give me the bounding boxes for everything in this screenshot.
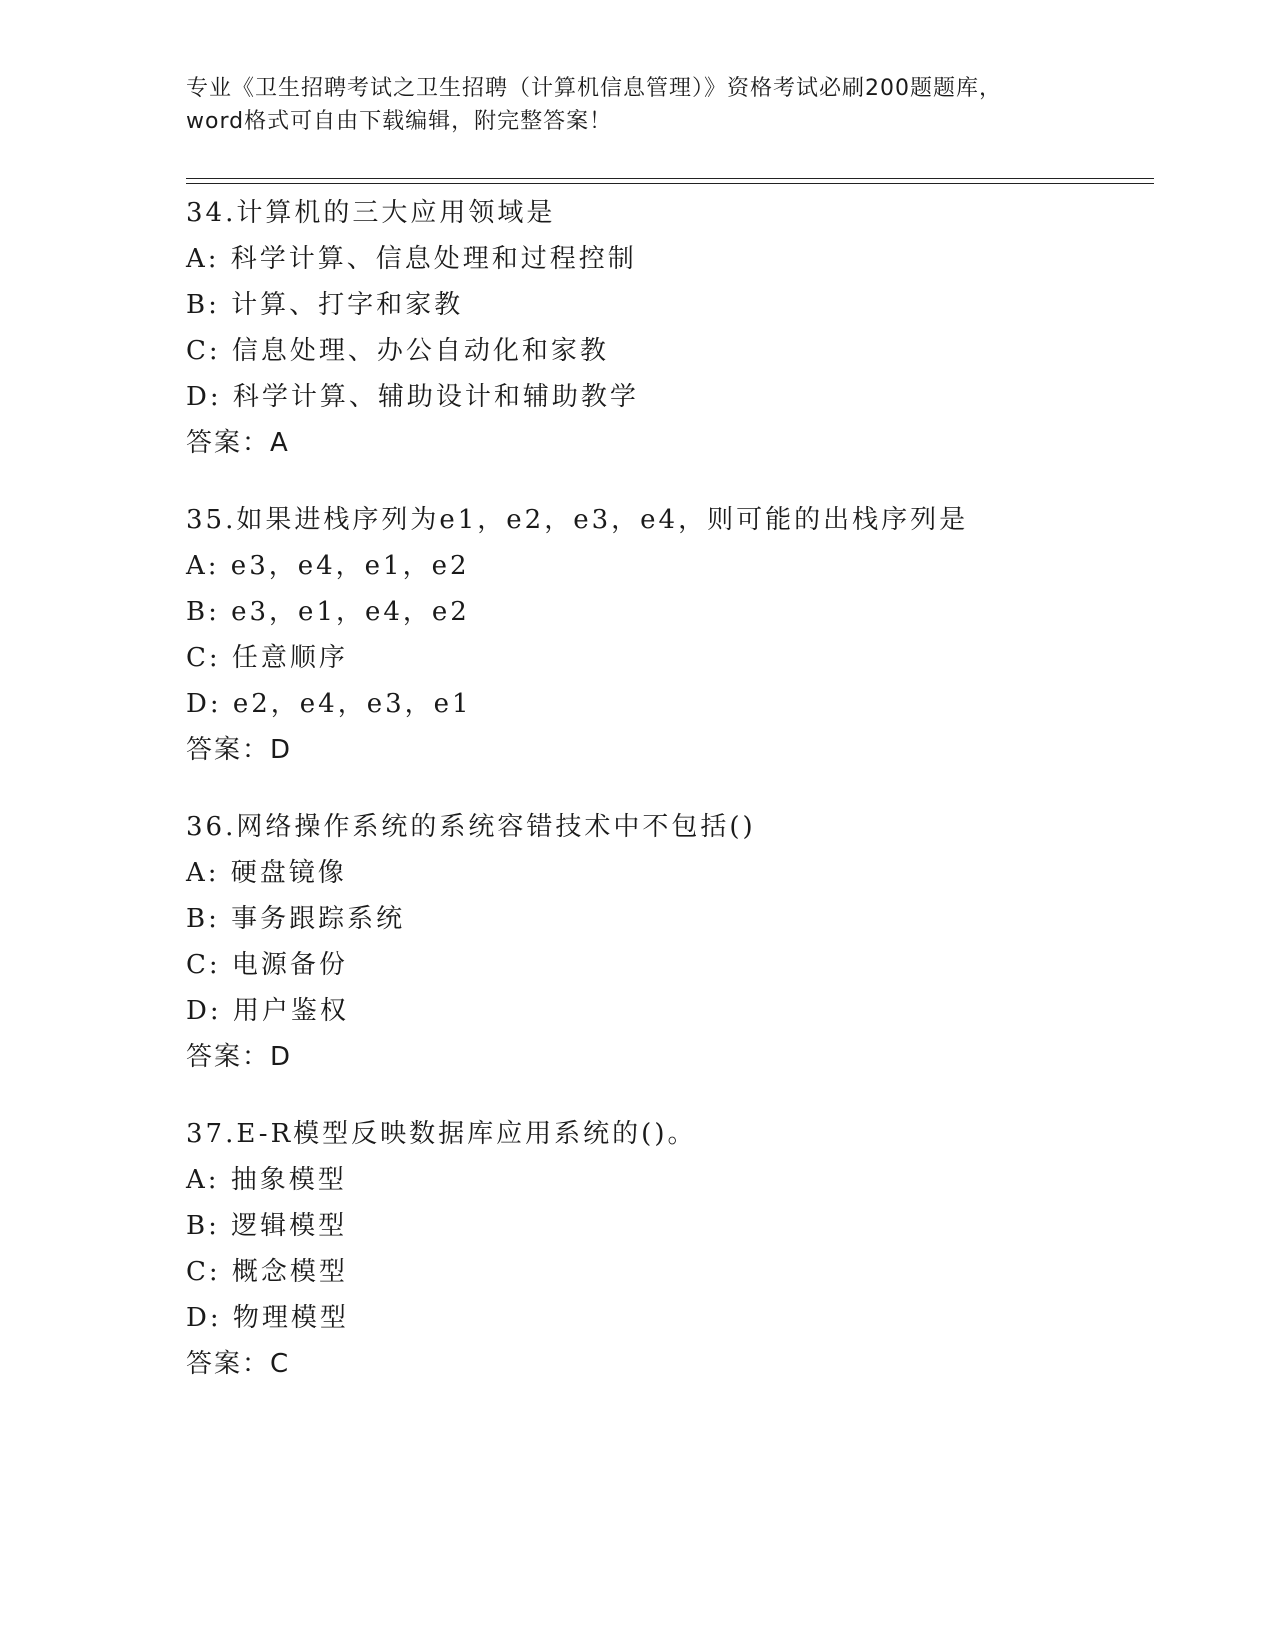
option-a: A: e3，e4，e1，e2	[186, 551, 470, 581]
question-stem: 37.E-R模型反映数据库应用系统的()。	[186, 1119, 697, 1149]
option-c: C: 信息处理、办公自动化和家教	[186, 336, 609, 366]
option-d: D: 科学计算、辅助设计和辅助教学	[186, 382, 639, 412]
question-37	[186, 1111, 1146, 1387]
option-b: B: e3，e1，e4，e2	[186, 597, 470, 627]
header-divider-bottom	[186, 183, 1154, 184]
option-c: C: 电源备份	[186, 950, 348, 980]
answer-key: 答案：D	[186, 1042, 293, 1072]
answer-key: 答案：C	[186, 1349, 291, 1379]
document-header	[186, 72, 1086, 138]
header-title-line-2: word格式可自由下载编辑，附完整答案！	[186, 109, 613, 134]
question-36	[186, 804, 1146, 1080]
option-d: D: e2，e4，e3，e1	[186, 689, 472, 719]
question-34	[186, 190, 1146, 466]
option-a: A: 科学计算、信息处理和过程控制	[186, 244, 637, 274]
option-d: D: 物理模型	[186, 1303, 349, 1333]
option-c: C: 概念模型	[186, 1257, 348, 1287]
question-list	[186, 190, 1146, 1418]
option-b: B: 计算、打字和家教	[186, 290, 464, 320]
option-b: B: 逻辑模型	[186, 1211, 348, 1241]
option-a: A: 抽象模型	[186, 1165, 347, 1195]
option-b: B: 事务跟踪系统	[186, 904, 406, 934]
option-d: D: 用户鉴权	[186, 996, 349, 1026]
question-stem: 35.如果进栈序列为e1，e2，e3，e4，则可能的出栈序列是	[186, 505, 969, 535]
question-stem: 36.网络操作系统的系统容错技术中不包括()	[186, 812, 756, 842]
header-title-line-1: 专业《卫生招聘考试之卫生招聘（计算机信息管理）》资格考试必刷200题题库，	[186, 76, 1002, 101]
answer-key: 答案：D	[186, 735, 293, 765]
option-c: C: 任意顺序	[186, 643, 348, 673]
question-35	[186, 497, 1146, 773]
header-divider-top	[186, 178, 1154, 179]
option-a: A: 硬盘镜像	[186, 858, 347, 888]
answer-key: 答案：A	[186, 428, 290, 458]
question-stem: 34.计算机的三大应用领域是	[186, 198, 556, 228]
